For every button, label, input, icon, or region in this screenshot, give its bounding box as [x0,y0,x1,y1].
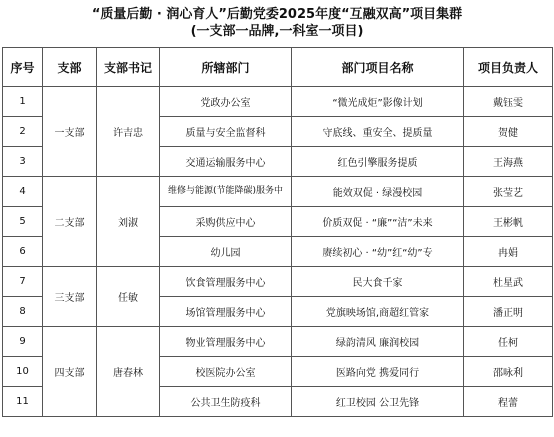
row-dept: 采购供应中心 [160,207,292,237]
row-dept: 饮食管理服务中心 [160,267,292,297]
row-dept: 场馆管理服务中心 [160,297,292,327]
row-no: 2 [3,117,43,147]
row-no: 6 [3,237,43,267]
row-project: 民大食千家 [292,267,464,297]
row-lead: 王海燕 [464,147,553,177]
branch-name: 三支部 [43,267,97,327]
row-no: 4 [3,177,43,207]
branch-name: 一支部 [43,87,97,177]
row-project: 赓续初心 · “幼”红“幼”专 [292,237,464,267]
branch-secretary: 刘淑 [97,177,160,267]
project-table [2,47,553,417]
branch-secretary: 唐春林 [97,327,160,417]
row-no: 3 [3,147,43,177]
table-row [3,87,553,117]
row-lead: 贺健 [464,117,553,147]
row-lead: 杜星武 [464,267,553,297]
table-title: “质量后勤 · 润心育人”后勤党委2025年度“互融双高”项目集群 [91,7,463,22]
row-lead: 潘正明 [464,297,553,327]
row-no: 10 [3,357,43,387]
row-dept: 维修与能源(节能降碳)服务中 [160,177,292,207]
row-lead: 邵咏利 [464,357,553,387]
row-project: 医路向党 携爱同行 [292,357,464,387]
row-no: 7 [3,267,43,297]
col-header-lead: 项目负责人 [464,48,553,87]
table-row [3,177,553,207]
branch-name: 四支部 [43,327,97,417]
row-dept: 幼儿园 [160,237,292,267]
table-row [3,327,553,357]
row-lead: 戴钰雯 [464,87,553,117]
row-lead: 程蕾 [464,387,553,417]
row-dept: 质量与安全监督科 [160,117,292,147]
row-project: 价质双促 · “廉”“洁”未来 [292,207,464,237]
row-project: 绿韵清风 廉润校园 [292,327,464,357]
row-lead: 冉娟 [464,237,553,267]
row-dept: 公共卫生防疫科 [160,387,292,417]
row-project: 红色引擎服务提质 [292,147,464,177]
row-lead: 王彬帆 [464,207,553,237]
row-no: 11 [3,387,43,417]
row-dept: 物业管理服务中心 [160,327,292,357]
row-project: 党旗映场馆,商超红管家 [292,297,464,327]
table-row [3,267,553,297]
col-header-branch: 支部 [43,48,97,87]
branch-secretary: 任敏 [97,267,160,327]
row-lead: 任柯 [464,327,553,357]
row-no: 1 [3,87,43,117]
col-header-dept: 所辖部门 [160,48,292,87]
row-dept: 交通运输服务中心 [160,147,292,177]
project-table-wrap [2,47,552,417]
row-no: 5 [3,207,43,237]
row-dept: 校医院办公室 [160,357,292,387]
row-project: 守底线、重安全、提质量 [292,117,464,147]
table-subtitle: (一支部一品牌,一科室一项目) [190,24,364,39]
row-no: 9 [3,327,43,357]
row-project: “微光成炬”影像计划 [292,87,464,117]
row-dept: 党政办公室 [160,87,292,117]
col-header-project: 部门项目名称 [292,48,464,87]
col-header-secretary: 支部书记 [97,48,160,87]
branch-name: 二支部 [43,177,97,267]
row-lead: 张莹艺 [464,177,553,207]
col-header-no: 序号 [3,48,43,87]
row-project: 能效双促 · 绿漫校园 [292,177,464,207]
header-row [3,48,553,87]
branch-secretary: 许吉忠 [97,87,160,177]
row-project: 红卫校园 公卫先锋 [292,387,464,417]
row-no: 8 [3,297,43,327]
